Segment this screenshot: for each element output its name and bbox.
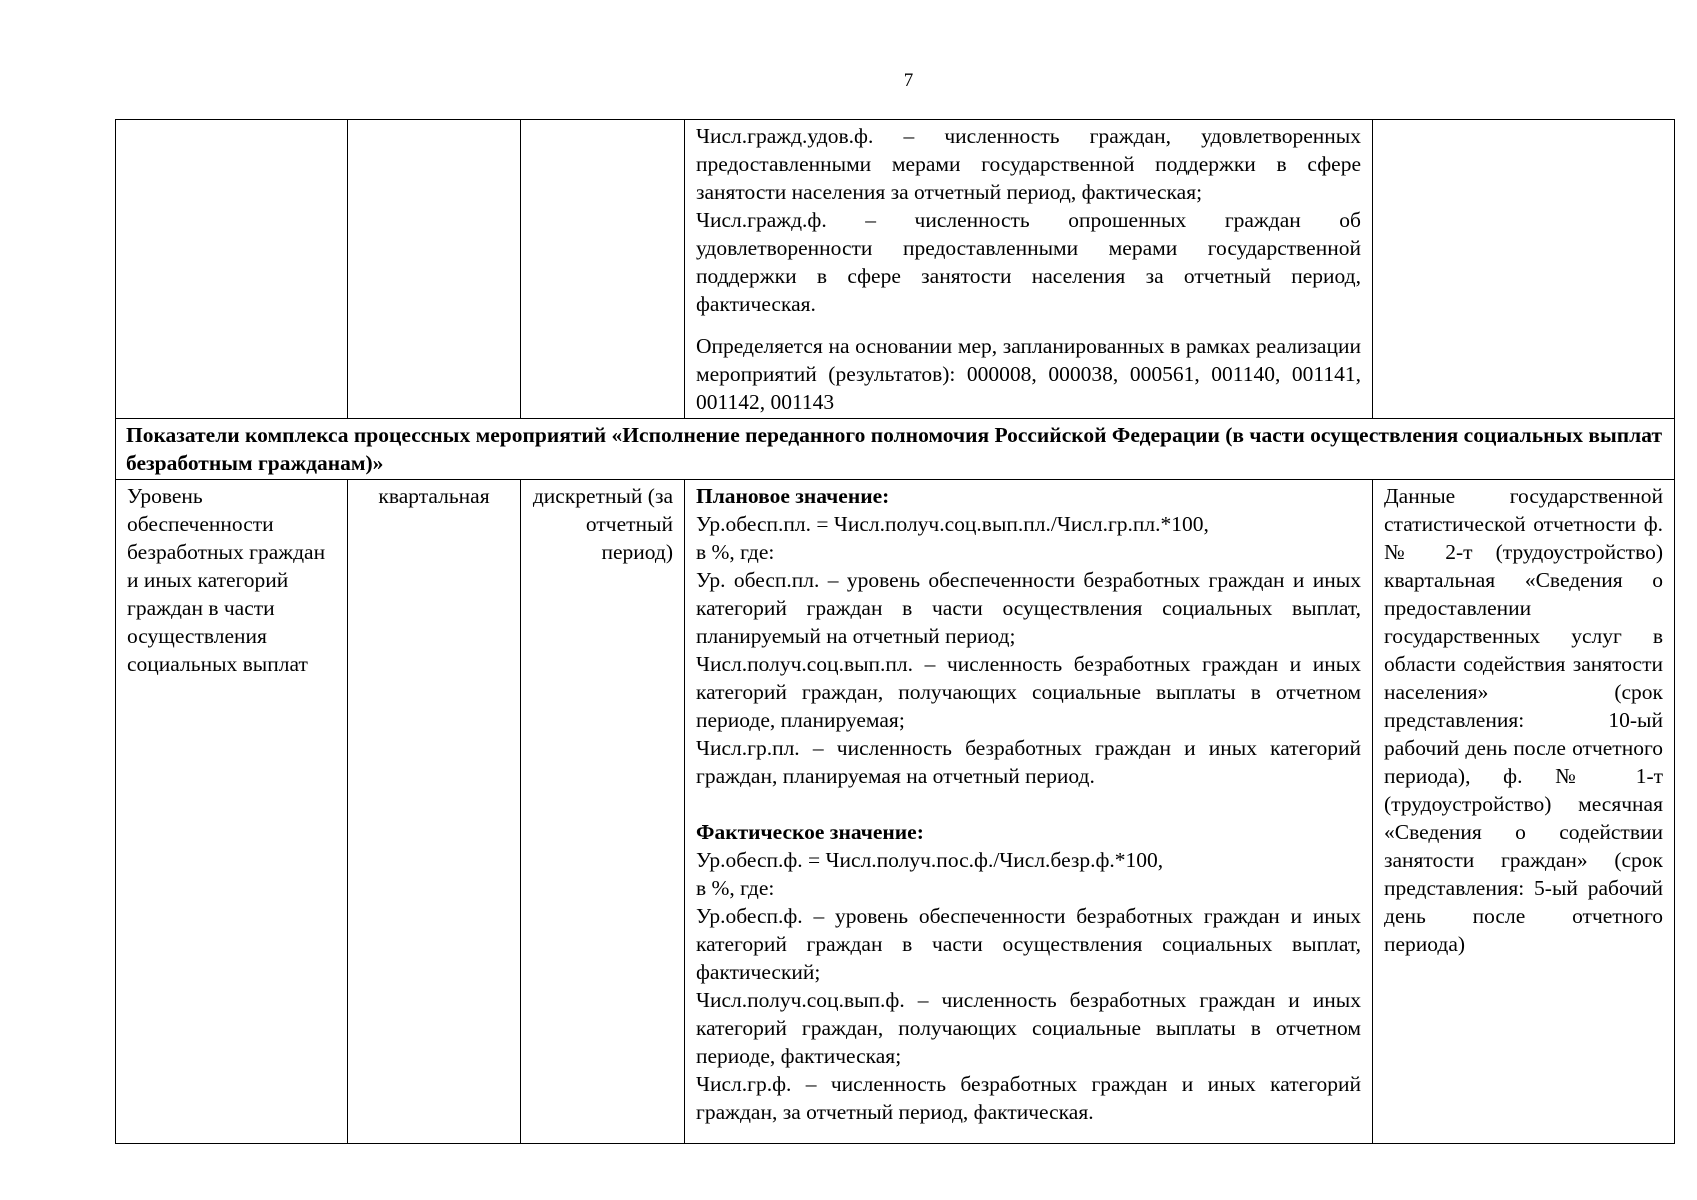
- page-number: 7: [903, 70, 914, 91]
- cell-formula-continuation: [685, 120, 1373, 419]
- spacer: [696, 790, 1361, 818]
- cell-calculation-method: [685, 480, 1373, 1144]
- table-row-continuation: [116, 120, 1675, 419]
- indicator-type: дискретный (за отчетный период): [532, 484, 673, 564]
- indicator-name: Уровень обеспеченности безработных граждан и иных категорий граждан в части осуществления социальных выплат: [127, 484, 326, 676]
- definition-paragraph: Числ.гражд.удов.ф. – численность граждан, удовлетворенных предоставленными мерами государственной поддержки в сфере занятости населения за отчетный период, фактическая;: [696, 124, 1361, 204]
- cell-indicator-type: [521, 480, 685, 1144]
- cell-data-source: [1373, 480, 1675, 1144]
- cell-empty-source: [1373, 120, 1675, 419]
- actual-definition: Числ.гр.ф. – численность безработных граждан и иных категорий граждан, за отчетный период, фактическая.: [696, 1072, 1361, 1124]
- indicators-table: [115, 119, 1675, 1144]
- actual-unit: в %, где:: [696, 876, 775, 900]
- indicator-periodicity: квартальная: [378, 484, 490, 508]
- cell-periodicity: [348, 480, 521, 1144]
- table-row-section-header: [116, 419, 1675, 480]
- actual-formula: Ур.обесп.ф. = Числ.получ.пос.ф./Числ.безр.ф.*100,: [696, 848, 1164, 872]
- definition-paragraph: Числ.гражд.ф. – численность опрошенных граждан об удовлетворенности предоставленными мерами государственной поддержки в сфере занятости населения за отчетный период, фактическая.: [696, 208, 1361, 316]
- cell-empty-type: [521, 120, 685, 419]
- actual-heading: Фактическое значение:: [696, 820, 924, 844]
- planned-heading: Плановое значение:: [696, 484, 890, 508]
- cell-indicator-name: [116, 480, 348, 1144]
- planned-definition: Числ.гр.пл. – численность безработных граждан и иных категорий граждан, планируемая на отчетный период.: [696, 736, 1361, 788]
- planned-definition: Ур. обесп.пл. – уровень обеспеченности безработных граждан и иных категорий граждан в части осуществления социальных выплат, планируемый на отчетный период;: [696, 568, 1361, 648]
- data-source: Данные государственной статистической отчетности ф. № 2-т (трудоустройство) квартальная «Сведения о предоставлении государственных услуг в области содействия занятости населения» (срок представления: 10-ый рабочий день после отчетного периода), ф. № 1-т (трудоустройство) месячная «Сведения о содействии занятости граждан» (срок представления: 5-ый рабочий день после отчетного периода): [1384, 484, 1663, 956]
- table-row-indicator: [116, 480, 1675, 1144]
- planned-formula: Ур.обесп.пл. = Числ.получ.соц.вып.пл./Числ.гр.пл.*100,: [696, 512, 1209, 536]
- determination-paragraph: Определяется на основании мер, запланированных в рамках реализации мероприятий (результатов): 000008, 000038, 000561, 001140, 001141, 001142, 001143: [696, 334, 1361, 414]
- actual-definition: Числ.получ.соц.вып.ф. – численность безработных граждан и иных категорий граждан, получающих социальные выплаты в отчетном периоде, фактическая;: [696, 988, 1361, 1068]
- cell-empty-periodicity: [348, 120, 521, 419]
- planned-definition: Числ.получ.соц.вып.пл. – численность безработных граждан и иных категорий граждан, получающих социальные выплаты в отчетном периоде, планируемая;: [696, 652, 1361, 732]
- actual-definition: Ур.обесп.ф. – уровень обеспеченности безработных граждан и иных категорий граждан в части осуществления социальных выплат, фактический;: [696, 904, 1361, 984]
- planned-unit: в %, где:: [696, 540, 775, 564]
- section-header: Показатели комплекса процессных мероприятий «Исполнение переданного полномочия Российской Федерации (в части осуществления социальных выплат безработным гражданам)»: [116, 419, 1675, 480]
- cell-empty-name: [116, 120, 348, 419]
